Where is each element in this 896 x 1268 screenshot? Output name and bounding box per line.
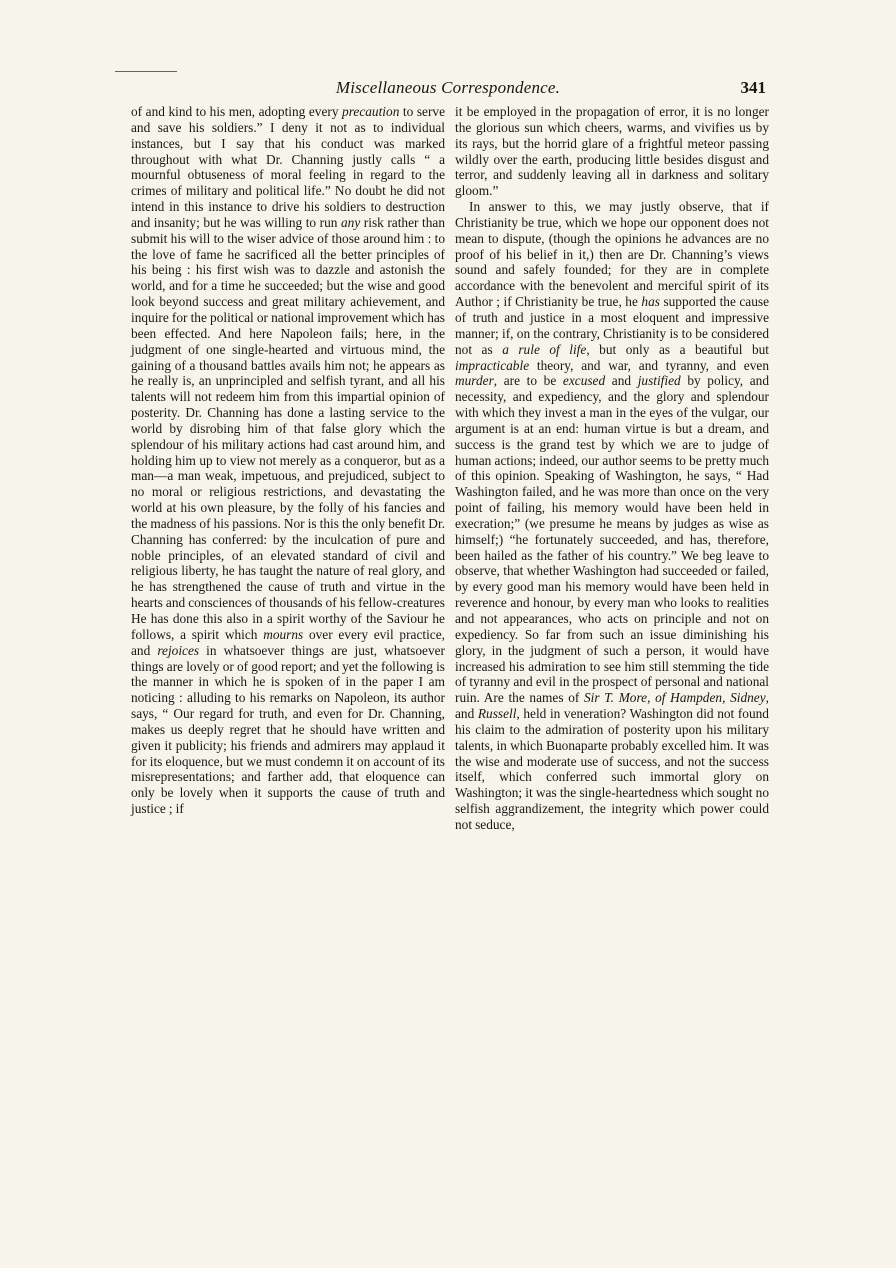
text-run: supported the cause of truth and justice in a most eloquent and impressive manner; if, on the contrary, Christianity is to be considered not as [455,294,769,357]
italic-run: impracticable [455,357,530,373]
italic-run: Sir T. More [584,690,648,706]
text-run: In answer to this, we may justly observe, that if Christianity be true, which we hope our opponent does not mean to dispute, (though the opinions he advances are no proof of his belief in it,) then are Dr. Channing’s views sound and safely founded; for they are in complete accordance with the benevolent and merciful spirit of its Author ; if Christianity be true, he [455,199,769,310]
running-header [130,78,766,98]
text-run: risk rather than submit his will to the wiser advice of those around him : to the love of fame he sacrificed all the better principles of his being : his first wish was to dazzle and astonish the world, and for a time he succeeded; but the wise and good look beyond success and great military achievement, and inquire for the political or national improvement which has been effected. And here Napoleon fails; here, in the judgment of one single-hearted and virtuous mind, the gaining of a thousand battles avails him not; he appears as he really is, an unprincipled and selfish tyrant, and all his talents will not redeem him from this impartial opinion of posterity. Dr. Channing has done a lasting service to the world by disrobing him of that false glory which the splendour of his military actions had cast around him, and holding him up to view not merely as a conqueror, but as a man—a man weak, impetuous, and prejudiced, subject to no moral or religious restrictions, and devastating the world at his own pleasure, by the folly of his fancies and the madness of his passions. Nor is this the only benefit Dr. Channing has conferred: by the inculcation of pure and noble principles, of an elevated standard of civil and religious liberty, he has taught the nature of real glory, and he has strengthened the cause of truth and virtue in the hearts and consciences of thousands of his fellow-creatures He has done this also in a spirit worthy of the Saviour he follows, a spirit which [131,214,445,642]
italic-run: Russell [477,706,517,722]
text-run: theory, and war, and tyranny, and even [529,357,769,373]
italic-run: justified [637,373,681,389]
right-column [455,104,769,833]
running-title: Miscellaneous Correspondence. [335,78,561,97]
page-number: 341 [740,78,766,97]
italic-run: excused [562,373,606,389]
text-run: , [647,690,656,706]
italic-run: mourns [263,626,304,642]
right-paragraph-2 [455,199,769,833]
text-run: , held in veneration? Washington did not found his claim to the admiration of posterity upon his military talents, in which Buonaparte probably excelled him. It was the wise and moderate use of success, and not the success itself, which conferred such immortal glory on Washington; it was the single-heartedness which sought no selfish aggrandizement, the integrity which power could not seduce, [455,706,769,832]
left-paragraph-1 [131,104,445,817]
italic-run: of Hampden, Sidney [655,690,766,706]
header-rule [115,71,177,72]
text-run: of and kind to his men, adopting every [131,104,343,119]
text-run: to serve and save his soldiers.” I deny it not as to individual instances, but I say that his conduct was marked throughout with what Dr. Channing justly calls “ a mournful obtuseness of moral feeling in regard to the crimes of military and political life.” No doubt he did not intend in this instance to drive his soldiers to destruction and insanity; but he was willing to run [131,104,445,230]
italic-run: rejoices [157,642,200,658]
text-run: in whatsoever things are just, whatsoever things are lovely or of good report; and yet the following is the manner in which he is spoken of in the paper I am noticing : alluding to his remarks on Napoleon, its author says, “ Our regard for truth, and even for Dr. Channing, makes us deeply regret that he should have written and given it publicity; his friends and admirers may applaud it for its eloquence, but we must condemn it on account of its misrepresentations; and farther add, that eloquence can only be lovely when it supports the cause of truth and justice ; if [131,642,445,817]
text-run: and [605,373,638,389]
italic-run: a rule of life [502,341,587,357]
text-run: , are to be [493,373,563,389]
italic-run: has [641,294,660,310]
italic-run: precaution [342,104,400,119]
italic-run: murder [455,373,494,389]
right-paragraph-1: it be employed in the propagation of error, it is no longer the glorious sun which cheers, warms, and vivifies us by its rays, but the horrid glare of a frightful meteor passing wildly over the earth, producing little besides disgust and terror, and suddenly leaving all in darkness and solitary gloom.” [455,104,769,199]
italic-run: any [340,214,361,230]
text-run: , but only as a beautiful but [586,341,769,357]
text-run: over every evil practice, and [131,626,445,658]
text-run: by policy, and necessity, and expediency, and the glory and splendour with which they invest a man in the eyes of the vulgar, our argument is at an end: human virtue is but a dream, and success is the grand test by which we are to judge of human actions; indeed, our author seems to be pretty much of this opinion. Speaking of Washington, he says, “ Had Washington failed, and he was more than once on the very point of failing, his memory would have been held in execration;” (we presume he means by judges as wise as himself;) “he fortunately succeeded, and has, therefore, been hailed as the father of his country.” We beg leave to observe, that whether Washington had succeeded or failed, by every good man his memory would have been held in reverence and honour, by every man who looks to realities and not appearances, who acts on principle and not on expediency. So far from such an issue diminishing his glory, in the judgment of such a person, it would have increased his admiration to see him still stemming the tide of tyranny and evil in the prospect of personal and national ruin. Are the names of [455,373,770,706]
left-column [131,104,445,817]
text-run: , and [455,690,769,722]
